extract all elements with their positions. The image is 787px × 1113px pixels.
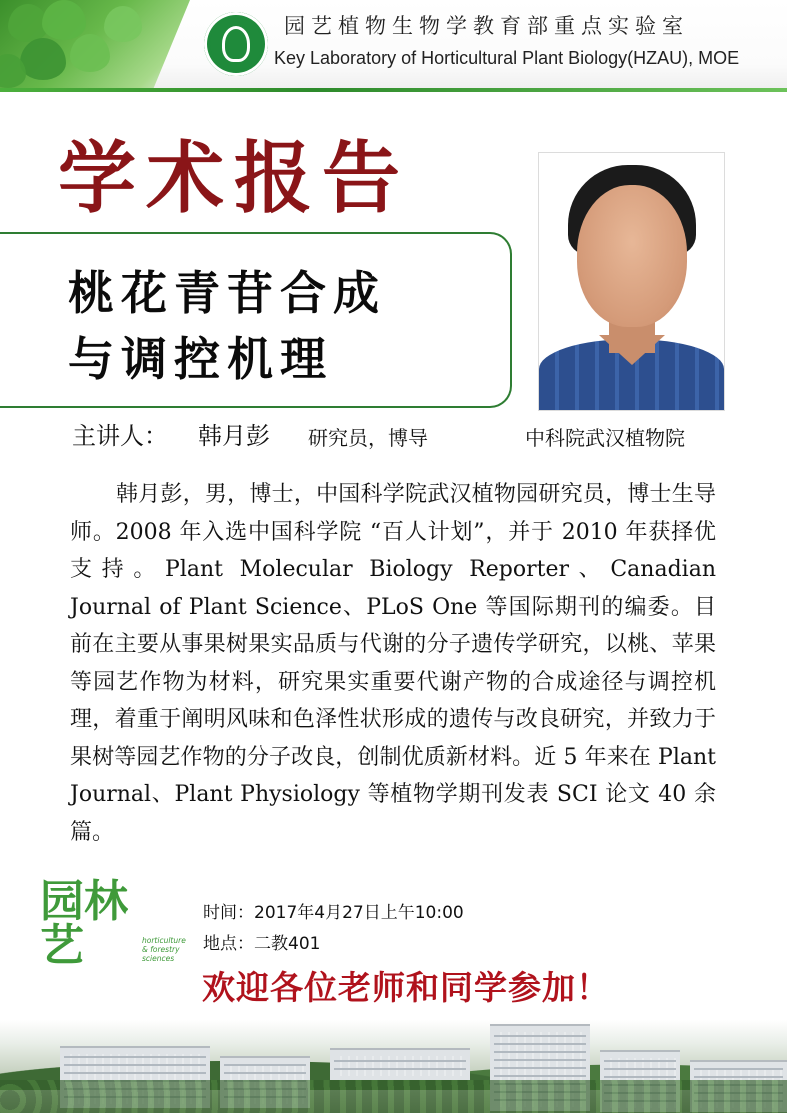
topic-title-line-2: 与调控机理	[68, 332, 333, 386]
report-heading: 学术报告	[58, 134, 411, 224]
campus-image	[0, 1020, 787, 1113]
clover-decoration	[0, 0, 190, 92]
logo-characters: 园林艺	[40, 876, 128, 971]
lab-name-cn: 园艺植物生物学教育部重点实验室	[284, 14, 689, 38]
welcome-message: 欢迎各位老师和同学参加！	[202, 968, 610, 1007]
lab-seal-icon	[204, 12, 268, 76]
event-time: 时间：2017年4月27日上午10:00	[203, 903, 464, 923]
speaker-bio: 韩月彭，男，博士，中国科学院武汉植物园研究员，博士生导师。2008 年入选中国科学院 “百人计划”，并于 2010 年获择优支持。Plant Molecular Biology Reporter、Canadian Journal of Plant Science、PLoS One 等国际期刊的编委。目前在主要从事果树果实品质与代谢的分子遗传学研究，以桃、苹果等园艺作物为材料，研究果实重要代谢产物的合成途径与调控机理，着重于阐明风味和色泽性状形成的遗传与改良研究，并致力于果树等园艺作物的分子改良，创制优质新材料。近 5 年来在 Plant Journal、Plant Physiology 等植物学期刊发表 SCI 论文 40 余篇。	[70, 482, 716, 845]
topic-title-line-1: 桃花青苷合成	[68, 266, 386, 320]
lab-name-en: Key Laboratory of Horticultural Plant Biology(HZAU), MOE	[274, 48, 740, 68]
header	[0, 0, 787, 92]
speaker-name: 韩月彭	[198, 422, 270, 450]
speaker-institution: 中科院武汉植物院	[525, 426, 685, 450]
logo-english-text: horticulture & forestry sciences	[142, 936, 186, 963]
speaker-title: 研究员，博导	[308, 426, 428, 450]
header-divider	[0, 88, 787, 92]
event-place: 地点：二教401	[203, 934, 321, 954]
college-logo	[40, 876, 186, 1030]
speaker-photo	[539, 153, 724, 410]
speaker-label: 主讲人：	[72, 422, 168, 450]
